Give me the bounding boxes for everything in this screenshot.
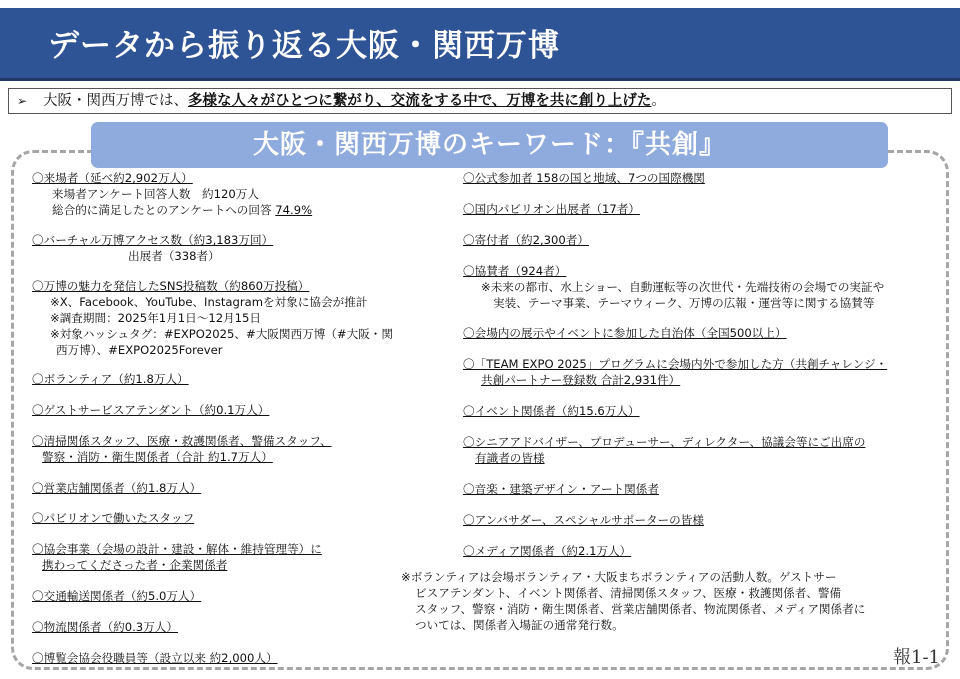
- satisfaction-value: 74.9%: [275, 203, 313, 217]
- sns-note-4: 西万博）、#EXPO2025Forever: [56, 343, 223, 357]
- item-events: [463, 403, 640, 419]
- officers-text: 〇博覧会協会役職員等（設立以来 約2,000人）: [32, 651, 278, 665]
- cleaning-line-2: 警察・消防・衛生関係者（合計 約1.7万人）: [42, 450, 273, 464]
- sns-note-1: ※X、Facebook、YouTube、Instagramを対象に協会が推計: [50, 295, 368, 309]
- domestic-text: 〇国内パビリオン出展者（17者）: [463, 202, 640, 216]
- municipalities-text: 〇会場内の展示やイベントに参加した自治体（全国500以上）: [463, 326, 787, 340]
- visitors-satisfaction: [32, 202, 312, 218]
- item-stores: [32, 480, 201, 496]
- summary-suffix: 。: [651, 93, 666, 109]
- transport-text: 〇交通輸送関係者（約5.0万人）: [32, 589, 202, 603]
- summary-emphasis: 多様な人々がひとつに繋がり、交流をする中で、万博を共に創り上げた: [188, 93, 652, 109]
- arrow-bullet-icon: ➢: [17, 94, 28, 108]
- sns-head: 〇万博の魅力を発信したSNS投稿数（約860万投稿）: [32, 279, 310, 293]
- item-team-expo: [463, 356, 887, 388]
- item-pavilion-staff: [32, 510, 194, 526]
- pavilion-staff-text: 〇パビリオンで働いたスタッフ: [32, 511, 195, 525]
- advisors-line-1: 〇シニアアドバイザー、プロデューサー、ディレクター、協議会等にご出席の: [463, 435, 866, 449]
- item-volunteer: [32, 371, 189, 387]
- virtual-head: 〇バーチャル万博アクセス数（約3,183万回）: [32, 233, 274, 247]
- summary-box: [8, 88, 952, 114]
- page-title: データから振り返る大阪・関西万博: [48, 28, 560, 64]
- item-participants: [463, 170, 705, 186]
- item-music: [463, 481, 659, 497]
- keyword-title: 大阪・関西万博のキーワード：『共創』: [91, 122, 888, 168]
- volunteer-text: 〇ボランティア（約1.8万人）: [32, 372, 189, 386]
- sponsors-note-1: ※未来の都市、水上ショー、自動運転等の次世代・先端技術の会場での実証や: [481, 280, 885, 294]
- title-bar: [0, 8, 960, 78]
- footnote-line-1: ※ボランティアは会場ボランティア・大阪まちボランティアの活動人数。ゲストサー: [401, 570, 837, 584]
- stores-text: 〇営業店舗関係者（約1.8万人）: [32, 481, 202, 495]
- association-line-1: 〇協会事業（会場の設計・建設・解体・維持管理等）に: [32, 542, 322, 556]
- item-visitors: [32, 170, 312, 218]
- sponsors-note-2: 実装、テーマ事業、テーマウィーク、万博の広報・運営等に関する協賛等: [493, 296, 875, 310]
- cleaning-line-1: 〇清掃関係スタッフ、医療・救護関係者、警備スタッフ、: [32, 434, 332, 448]
- item-sponsors: [463, 263, 884, 311]
- item-cleaning: [32, 433, 332, 465]
- ambassadors-text: 〇アンバサダー、スペシャルサポーターの皆様: [463, 513, 704, 527]
- virtual-exhibitors: 出展者（338者）: [128, 249, 220, 263]
- satisfaction-label: 総合的に満足したとのアンケートへの回答: [52, 203, 276, 217]
- title-underline: [0, 78, 960, 81]
- footnote-line-4: ついては、関係者入場証の通常発行数。: [415, 618, 624, 632]
- visitors-head: 〇来場者（延べ約2,902万人）: [32, 171, 193, 185]
- item-virtual-expo: [32, 232, 273, 264]
- item-logistics: [32, 619, 178, 635]
- summary-text: [43, 89, 666, 113]
- guest-service-text: 〇ゲストサービスアテンダント（約0.1万人）: [32, 403, 270, 417]
- footnote-line-2: ビスアテンダント、イベント関係者、清掃関係スタッフ、医療・救護関係者、警備: [415, 586, 842, 600]
- team-expo-line-2: 共創パートナー登録数 合計2,931件）: [481, 373, 681, 387]
- item-officers: [32, 650, 278, 666]
- item-advisors: [463, 434, 865, 466]
- advisors-line-2: 有識者の皆様: [475, 451, 545, 465]
- sponsors-head: 〇協賛者（924者）: [463, 264, 567, 278]
- footnote: [401, 569, 865, 633]
- item-ambassadors: [463, 512, 704, 528]
- item-domestic: [463, 201, 640, 217]
- visitors-survey: 来場者アンケート回答人数 約120万人: [52, 187, 259, 201]
- sns-note-2: ※調査期間：2025年1月1日～12月15日: [50, 311, 262, 325]
- logistics-text: 〇物流関係者（約0.3万人）: [32, 620, 178, 634]
- item-municipalities: [463, 325, 787, 341]
- music-text: 〇音楽・建築デザイン・アート関係者: [463, 482, 659, 496]
- association-line-2: 携わってくださった者・企業関係者: [42, 558, 228, 572]
- sns-note-3: ※対象ハッシュタグ：#EXPO2025、#大阪関西万博（#大阪・関: [50, 327, 393, 341]
- item-sns: [32, 278, 393, 358]
- media-text: 〇メディア関係者（約2.1万人）: [463, 544, 632, 558]
- summary-prefix: 大阪・関西万博では、: [43, 93, 188, 109]
- participants-text: 〇公式参加者 158の国と地域、7つの国際機関: [463, 171, 705, 185]
- page-number: 報1-1: [893, 647, 940, 668]
- item-media: [463, 543, 631, 559]
- item-donors: [463, 232, 589, 248]
- team-expo-line-1: 〇「TEAM EXPO 2025」プログラムに会場内外で参加した方（共創チャレンジ・: [463, 357, 888, 371]
- events-text: 〇イベント関係者（約15.6万人）: [463, 404, 640, 418]
- item-transport: [32, 588, 201, 604]
- item-guest-service: [32, 402, 269, 418]
- footnote-line-3: スタッフ、警察・消防・衛生関係者、営業店舗関係者、物流関係者、メディア関係者に: [415, 602, 866, 616]
- item-association: [32, 541, 322, 573]
- donors-text: 〇寄付者（約2,300者）: [463, 233, 589, 247]
